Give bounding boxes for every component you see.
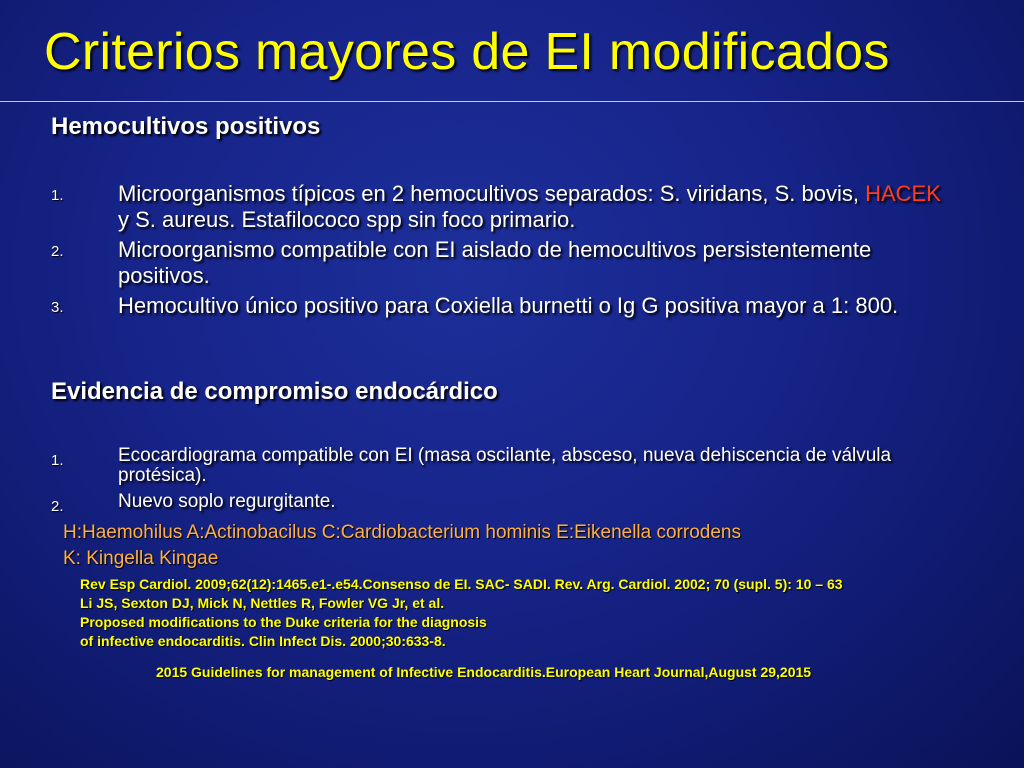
list-item	[0, 446, 1024, 492]
list-item-text: Microorganismo compatible con EI aislado de hemocultivos persistentemente positivos.	[118, 237, 872, 288]
list-number: 3.	[51, 299, 64, 316]
references	[80, 575, 843, 651]
hemocultivos-list	[0, 181, 1024, 349]
evidencia-list	[0, 446, 1024, 518]
list-number: 1.	[51, 187, 64, 204]
list-item	[0, 293, 1024, 349]
guideline-reference: 2015 Guidelines for management of Infective Endocarditis.European Heart Journal,August 29,2015	[156, 664, 812, 680]
list-item	[0, 237, 1024, 293]
hacek-note-line1: H:Haemohilus A:Actinobacilus C:Cardiobacterium hominis E:Eikenella corrodens	[63, 522, 741, 543]
title-divider	[0, 101, 1024, 102]
slide-title: Criterios mayores de EI modificados	[44, 23, 890, 81]
list-item	[0, 181, 1024, 237]
list-number: 1.	[51, 452, 64, 469]
section-heading-hemocultivos: Hemocultivos positivos	[51, 113, 321, 140]
reference-line: of infective endocarditis. Clin Infect Dis. 2000;30:633-8.	[80, 633, 446, 649]
reference-line: Proposed modifications to the Duke criteria for the diagnosis	[80, 614, 487, 630]
list-item	[0, 492, 1024, 518]
list-item-text: Nuevo soplo regurgitante.	[118, 491, 336, 512]
list-item-text: Hemocultivo único positivo para Coxiella burnetti o Ig G positiva mayor a 1: 800.	[118, 293, 899, 318]
list-item-text: Microorganismos típicos en 2 hemocultivos separados: S. viridans, S. bovis, HACEK y S. aureus. Estafilococo spp sin foco primario.	[118, 181, 941, 232]
section-heading-evidencia: Evidencia de compromiso endocárdico	[51, 378, 498, 405]
list-item-text: Ecocardiograma compatible con EI (masa oscilante, absceso, nueva dehiscencia de válvula protésica).	[118, 445, 892, 486]
hacek-note-line2: K: Kingella Kingae	[63, 548, 219, 569]
list-number: 2.	[51, 243, 64, 260]
hacek-highlight: HACEK	[865, 181, 941, 206]
reference-line: Rev Esp Cardiol. 2009;62(12):1465.e1-.e54.Consenso de EI. SAC- SADI. Rev. Arg. Cardiol. 2002; 70 (supl. 5): 10 – 63	[80, 576, 843, 592]
reference-line: Li JS, Sexton DJ, Mick N, Nettles R, Fowler VG Jr, et al.	[80, 595, 445, 611]
list-number: 2.	[51, 498, 64, 515]
